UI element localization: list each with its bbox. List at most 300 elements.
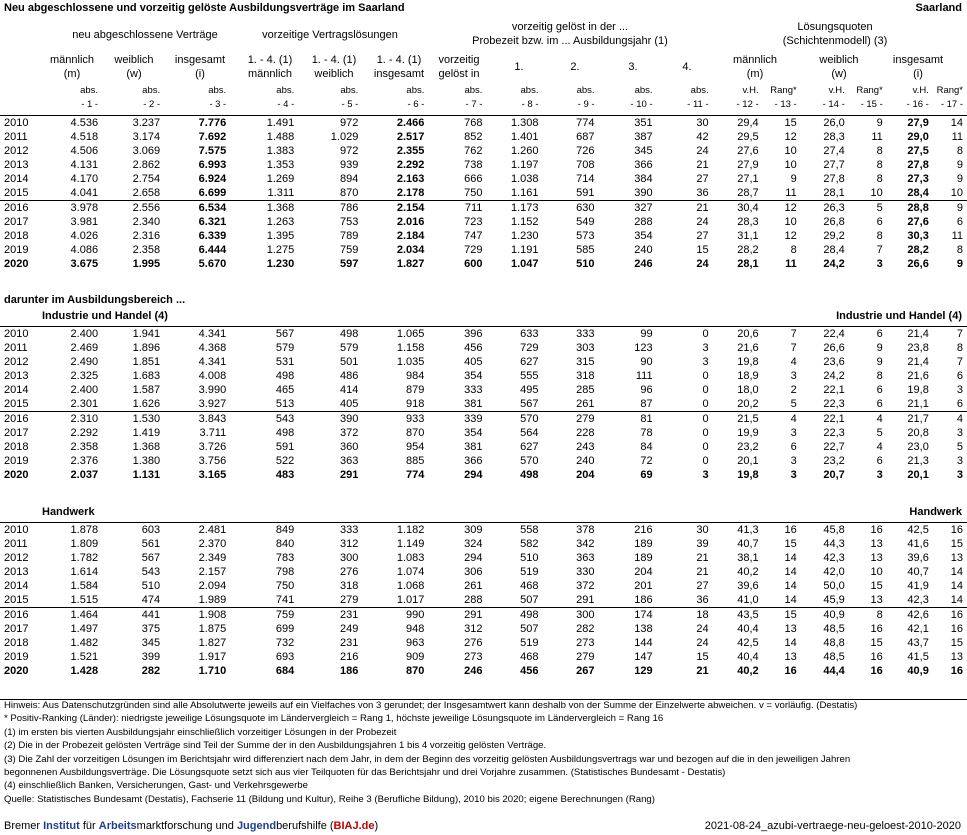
value-cell: 30 <box>657 523 713 538</box>
value-cell: 6 <box>876 216 883 228</box>
value-cell: 20,2 <box>737 398 759 410</box>
value-cell: 282 <box>576 623 595 635</box>
value-cell: 3.675 <box>70 258 99 270</box>
value-cell: 27,8 <box>823 173 845 185</box>
value-cell: 0 <box>702 427 709 439</box>
value-cell: 42,3 <box>907 594 929 606</box>
value-cell: 3.237 <box>102 116 164 131</box>
value-cell: 2.154 <box>362 201 428 216</box>
value-cell: 1.260 <box>510 145 539 157</box>
value-cell: 390 <box>634 187 653 199</box>
value-cell: 69 <box>640 469 653 481</box>
value-cell: 1.419 <box>132 427 161 439</box>
value-cell: 14 <box>933 116 967 131</box>
value-cell: 9 <box>933 201 967 216</box>
column-number-13: - 13 - <box>774 99 797 110</box>
value-cell: 42,5 <box>737 637 759 649</box>
value-cell: 1.368 <box>132 441 161 453</box>
value-cell: 16 <box>763 523 801 538</box>
table-row <box>0 565 967 579</box>
ih-label: Industrie und Handel (4) <box>42 310 168 322</box>
value-cell: 3 <box>876 469 883 481</box>
value-cell: 1.497 <box>70 623 99 635</box>
column-number-4: - 4 - <box>277 99 295 110</box>
value-cell: 282 <box>141 665 161 677</box>
value-cell: 41,3 <box>713 523 763 538</box>
value-cell: 603 <box>102 523 164 538</box>
table-row <box>0 341 967 355</box>
value-cell: 13 <box>950 651 963 663</box>
value-cell: 27 <box>696 580 709 592</box>
year-cell: 2019 <box>4 455 29 467</box>
value-cell: 41,5 <box>907 651 929 663</box>
value-cell: 42,0 <box>823 566 845 578</box>
value-cell: 3.711 <box>199 427 227 439</box>
value-cell: 22,7 <box>823 441 845 453</box>
value-cell: 21 <box>696 665 709 677</box>
value-cell: 714 <box>576 173 595 185</box>
value-cell: 1.875 <box>198 623 227 635</box>
value-cell: 14 <box>784 637 797 649</box>
year-cell: 2015 <box>4 398 29 410</box>
value-cell: 42,5 <box>887 523 933 538</box>
value-cell: 1.491 <box>230 116 298 131</box>
value-cell: 972 <box>298 116 362 131</box>
value-cell: 597 <box>339 258 359 270</box>
value-cell: 2.316 <box>132 230 161 242</box>
value-cell: 16 <box>784 665 797 677</box>
value-cell: 750 <box>464 187 483 199</box>
value-cell: 30,3 <box>907 230 929 242</box>
value-cell: 50,0 <box>823 580 845 592</box>
value-cell: 19,8 <box>737 356 759 368</box>
unit-label-10: abs. <box>634 85 653 96</box>
value-cell: 123 <box>634 342 653 354</box>
value-cell: 747 <box>464 230 483 242</box>
note-2: (2) Die in der Probezeit gelösten Verträge sind Teil der Summe der in den Ausbildungsjahren 1 bis 4 vorzeitig gelösten Verträge. <box>4 740 547 752</box>
unit-label-6: abs. <box>406 85 425 96</box>
table-row <box>0 440 967 454</box>
value-cell: 246 <box>634 258 653 270</box>
col10-header: 3. <box>628 61 638 73</box>
value-cell: 633 <box>486 327 542 342</box>
table-row <box>0 397 967 412</box>
column-number-2: - 2 - <box>143 99 161 110</box>
value-cell: 15 <box>950 637 963 649</box>
value-cell: 31,1 <box>737 230 759 242</box>
value-cell: 42 <box>696 131 709 143</box>
value-cell: 6.924 <box>198 173 227 185</box>
value-cell: 567 <box>141 552 161 564</box>
value-cell: 231 <box>339 637 359 649</box>
unit-label-17: Rang* <box>936 85 963 96</box>
value-cell: 11 <box>871 131 883 143</box>
value-cell: 1.038 <box>510 173 539 185</box>
value-cell: 441 <box>102 608 164 623</box>
value-cell: 1.941 <box>102 327 164 342</box>
value-cell: 11 <box>785 187 797 199</box>
value-cell: 43,5 <box>713 608 763 623</box>
value-cell: 10 <box>784 145 797 157</box>
value-cell: 40,2 <box>737 665 759 677</box>
value-cell: 16 <box>933 608 967 623</box>
year-cell: 2015 <box>4 187 29 199</box>
value-cell: 498 <box>275 427 295 439</box>
col11-header: 4. <box>682 61 692 73</box>
value-cell: 26,3 <box>801 201 849 216</box>
value-cell: 20,1 <box>907 469 929 481</box>
region-label: Saarland <box>915 2 962 14</box>
value-cell: 9 <box>956 258 963 270</box>
value-cell: 29,5 <box>737 131 759 143</box>
unit-label-1: abs. <box>80 85 99 96</box>
hw-label: Handwerk <box>42 506 95 518</box>
value-cell: 1.353 <box>266 159 295 171</box>
value-cell: 28,1 <box>823 187 845 199</box>
value-cell: 6 <box>876 398 883 410</box>
value-cell: 1.263 <box>266 216 295 228</box>
value-cell: 303 <box>576 342 595 354</box>
value-cell: 291 <box>428 608 486 623</box>
value-cell: 750 <box>275 580 295 592</box>
quota-i-header: insgesamt (i) <box>892 54 944 80</box>
table-row <box>0 327 967 342</box>
unit-label-7: abs. <box>464 85 483 96</box>
value-cell: 3 <box>790 469 797 481</box>
table-row <box>0 201 967 216</box>
value-cell: 4 <box>876 441 883 453</box>
value-cell: 1.515 <box>70 594 99 606</box>
value-cell: 630 <box>542 201 598 216</box>
value-cell: 138 <box>634 623 653 635</box>
value-cell: 1.395 <box>266 230 295 242</box>
value-cell: 3.981 <box>70 216 99 228</box>
value-cell: 1.584 <box>70 580 99 592</box>
value-cell: 40,9 <box>907 665 929 677</box>
value-cell: 1.482 <box>70 637 99 649</box>
value-cell: 40,9 <box>801 608 849 623</box>
value-cell: 933 <box>362 412 428 427</box>
year-cell: 2019 <box>4 244 29 256</box>
value-cell: 3 <box>790 455 797 467</box>
table-row <box>0 369 967 383</box>
year-cell: 2014 <box>4 580 29 592</box>
value-cell: 14 <box>784 594 797 606</box>
value-cell: 291 <box>576 594 595 606</box>
value-cell: 789 <box>339 230 359 242</box>
value-cell: 26,6 <box>907 258 929 270</box>
value-cell: 4.131 <box>70 159 99 171</box>
value-cell: 21,4 <box>887 327 933 342</box>
value-cell: 300 <box>339 552 359 564</box>
value-cell: 28,1 <box>737 258 759 270</box>
value-cell: 276 <box>339 566 359 578</box>
unit-label-9: abs. <box>576 85 595 96</box>
value-cell: 1.017 <box>396 594 425 606</box>
value-cell: 456 <box>520 665 539 677</box>
value-cell: 2.400 <box>42 327 102 342</box>
value-cell: 15 <box>763 116 801 131</box>
value-cell: 27,6 <box>907 216 929 228</box>
value-cell: 2.034 <box>396 244 425 256</box>
value-cell: 29,2 <box>823 230 845 242</box>
value-cell: 399 <box>141 651 161 663</box>
value-cell: 2.310 <box>42 412 102 427</box>
value-cell: 732 <box>275 637 295 649</box>
value-cell: 7 <box>956 356 963 368</box>
year-cell: 2013 <box>4 370 29 382</box>
value-cell: 19,8 <box>737 469 759 481</box>
value-cell: 1.380 <box>132 455 161 467</box>
value-cell: 11 <box>785 258 797 270</box>
col2-header: weiblich (w) <box>114 54 154 80</box>
value-cell: 189 <box>634 538 653 550</box>
value-cell: 579 <box>339 342 359 354</box>
col3-header: insgesamt (i) <box>174 54 226 80</box>
value-cell: 360 <box>339 441 359 453</box>
value-cell: 327 <box>599 201 657 216</box>
value-cell: 3 <box>702 342 709 354</box>
header-new-contracts: neu abgeschlossene Verträge <box>72 29 218 41</box>
value-cell: 15 <box>784 538 797 550</box>
value-cell: 918 <box>406 398 425 410</box>
value-cell: 27,9 <box>887 116 933 131</box>
value-cell: 3.927 <box>198 398 227 410</box>
value-cell: 261 <box>464 580 483 592</box>
value-cell: 24 <box>696 258 709 270</box>
value-cell: 147 <box>634 651 653 663</box>
value-cell: 498 <box>298 327 362 342</box>
value-cell: 18,0 <box>737 384 759 396</box>
value-cell: 21 <box>696 552 709 564</box>
unit-label-11: abs. <box>690 85 709 96</box>
value-cell: 11 <box>951 131 963 143</box>
value-cell: 20,7 <box>823 469 845 481</box>
value-cell: 23,6 <box>823 356 845 368</box>
value-cell: 585 <box>576 244 595 256</box>
value-cell: 1.710 <box>198 665 227 677</box>
value-cell: 7 <box>763 327 801 342</box>
value-cell: 261 <box>576 398 595 410</box>
value-cell: 507 <box>520 623 539 635</box>
header-quota-b: (Schichtenmodell) (3) <box>782 35 888 47</box>
value-cell: 14 <box>784 552 797 564</box>
value-cell: 12 <box>784 131 797 143</box>
value-cell: 381 <box>464 398 483 410</box>
value-cell: 2.370 <box>198 538 227 550</box>
value-cell: 468 <box>520 651 539 663</box>
value-cell: 4.008 <box>198 370 227 382</box>
value-cell: 567 <box>520 398 539 410</box>
value-cell: 1.368 <box>230 201 298 216</box>
value-cell: 561 <box>141 538 161 550</box>
year-cell: 2018 <box>4 441 29 453</box>
year-cell: 2012 <box>4 356 29 368</box>
value-cell: 2.658 <box>132 187 161 199</box>
value-cell: 351 <box>599 116 657 131</box>
value-cell: 22,1 <box>801 412 849 427</box>
value-cell: 9 <box>876 356 883 368</box>
subheader-table <box>0 84 967 112</box>
value-cell: 27,5 <box>907 145 929 157</box>
value-cell: 21,6 <box>737 342 759 354</box>
value-cell: 27 <box>696 230 709 242</box>
year-cell: 2014 <box>4 173 29 185</box>
value-cell: 129 <box>634 665 653 677</box>
biaj-link[interactable]: BIAJ.de <box>333 820 375 832</box>
value-cell: 189 <box>634 552 653 564</box>
value-cell: 20,1 <box>737 455 759 467</box>
value-cell: 7 <box>876 244 883 256</box>
value-cell: 14 <box>784 580 797 592</box>
unit-label-8: abs. <box>520 85 539 96</box>
value-cell: 42,1 <box>907 623 929 635</box>
value-cell: 4 <box>933 412 967 427</box>
value-cell: 4 <box>849 412 887 427</box>
value-cell: 1.311 <box>267 187 295 199</box>
note-source: Quelle: Statistisches Bundesamt (Destatis), Fachserie 11 (Bildung und Kultur), Reihe 3 (Berufliche Bildung), 2010 bis 2020; eigene Berechnungen (Rang) <box>4 793 655 805</box>
value-cell: 2.400 <box>70 384 99 396</box>
darunter-label: darunter im Ausbildungsbereich ... <box>4 294 186 306</box>
year-cell: 2014 <box>4 384 29 396</box>
value-cell: 549 <box>576 216 595 228</box>
value-cell: 28,2 <box>737 244 759 256</box>
value-cell: 3 <box>956 469 963 481</box>
value-cell: 3 <box>956 427 963 439</box>
table-row <box>0 130 967 144</box>
value-cell: 10 <box>870 566 883 578</box>
value-cell: 774 <box>406 469 425 481</box>
value-cell: 798 <box>275 566 295 578</box>
value-cell: 216 <box>599 523 657 538</box>
value-cell: 2.754 <box>132 173 161 185</box>
value-cell: 519 <box>520 637 539 649</box>
value-cell: 309 <box>428 523 486 538</box>
value-cell: 3 <box>956 455 963 467</box>
column-number-7: - 7 - <box>465 99 483 110</box>
value-cell: 333 <box>298 523 362 538</box>
value-cell: 294 <box>464 469 483 481</box>
value-cell: 543 <box>141 566 161 578</box>
table-row <box>0 454 967 468</box>
value-cell: 3.069 <box>132 145 161 157</box>
header-dissolutions: vorzeitige Vertragslösungen <box>262 29 398 41</box>
value-cell: 1.383 <box>266 145 295 157</box>
value-cell: 0 <box>657 327 713 342</box>
value-cell: 1.152 <box>510 216 539 228</box>
value-cell: 41,9 <box>907 580 929 592</box>
value-cell: 870 <box>406 665 425 677</box>
value-cell: 96 <box>640 384 653 396</box>
value-cell: 84 <box>640 441 653 453</box>
value-cell: 2.301 <box>70 398 99 410</box>
value-cell: 7.575 <box>198 145 227 157</box>
value-cell: 372 <box>339 427 359 439</box>
value-cell: 1.230 <box>266 258 295 270</box>
value-cell: 27,1 <box>737 173 759 185</box>
value-cell: 3.174 <box>132 131 161 143</box>
value-cell: 840 <box>275 538 295 550</box>
value-cell: 10 <box>950 187 963 199</box>
value-cell: 6.534 <box>164 201 230 216</box>
value-cell: 10 <box>870 187 883 199</box>
table-row <box>0 426 967 440</box>
value-cell: 948 <box>406 623 425 635</box>
value-cell: 2.016 <box>396 216 425 228</box>
value-cell: 2.340 <box>132 216 161 228</box>
value-cell: 10 <box>784 216 797 228</box>
value-cell: 1.230 <box>510 230 539 242</box>
value-cell: 366 <box>634 159 653 171</box>
value-cell: 570 <box>520 455 539 467</box>
value-cell: 3.843 <box>164 412 230 427</box>
value-cell: 414 <box>339 384 359 396</box>
table-handwerk <box>0 522 967 678</box>
value-cell: 711 <box>428 201 486 216</box>
col9-header: 2. <box>570 61 580 73</box>
value-cell: 28,4 <box>907 187 929 199</box>
value-cell: 45,9 <box>823 594 845 606</box>
value-cell: 72 <box>640 455 653 467</box>
value-cell: 3.726 <box>198 441 227 453</box>
value-cell: 24,2 <box>823 370 845 382</box>
table-industrie-handel <box>0 326 967 482</box>
value-cell: 231 <box>298 608 362 623</box>
value-cell: 2.325 <box>70 370 99 382</box>
table-total <box>0 115 967 271</box>
value-cell: 21 <box>657 201 713 216</box>
value-cell: 510 <box>520 552 539 564</box>
value-cell: 375 <box>141 623 161 635</box>
value-cell: 6.444 <box>198 244 227 256</box>
value-cell: 28,3 <box>823 131 845 143</box>
value-cell: 2.517 <box>396 131 425 143</box>
value-cell: 579 <box>275 342 295 354</box>
value-cell: 498 <box>275 370 295 382</box>
value-cell: 849 <box>230 523 298 538</box>
value-cell: 2.163 <box>396 173 425 185</box>
value-cell: 174 <box>599 608 657 623</box>
unit-label-4: abs. <box>276 85 295 96</box>
value-cell: 16 <box>950 665 963 677</box>
value-cell: 4.026 <box>70 230 99 242</box>
column-number-14: - 14 - <box>822 99 845 110</box>
value-cell: 1.782 <box>70 552 99 564</box>
value-cell: 27,4 <box>823 145 845 157</box>
value-cell: 753 <box>339 216 359 228</box>
year-cell: 2012 <box>4 145 29 157</box>
col7-header: vorzeitig gelöst in <box>438 54 480 80</box>
value-cell: 684 <box>275 665 295 677</box>
value-cell: 13 <box>870 552 883 564</box>
file-reference: 2021-08-24_azubi-vertraege-neu-geloest-2010-2020 <box>704 820 961 832</box>
value-cell: 984 <box>406 370 425 382</box>
value-cell: 600 <box>464 258 483 270</box>
table-row <box>0 664 967 678</box>
value-cell: 4.341 <box>198 356 227 368</box>
year-cell: 2020 <box>4 258 29 270</box>
value-cell: 40,7 <box>737 538 759 550</box>
value-cell: 666 <box>464 173 483 185</box>
value-cell: 276 <box>464 637 483 649</box>
value-cell: 78 <box>640 427 653 439</box>
value-cell: 627 <box>520 356 539 368</box>
value-cell: 531 <box>275 356 295 368</box>
value-cell: 990 <box>362 608 428 623</box>
year-cell: 2017 <box>4 623 29 635</box>
table-row <box>0 355 967 369</box>
value-cell: 3 <box>790 370 797 382</box>
